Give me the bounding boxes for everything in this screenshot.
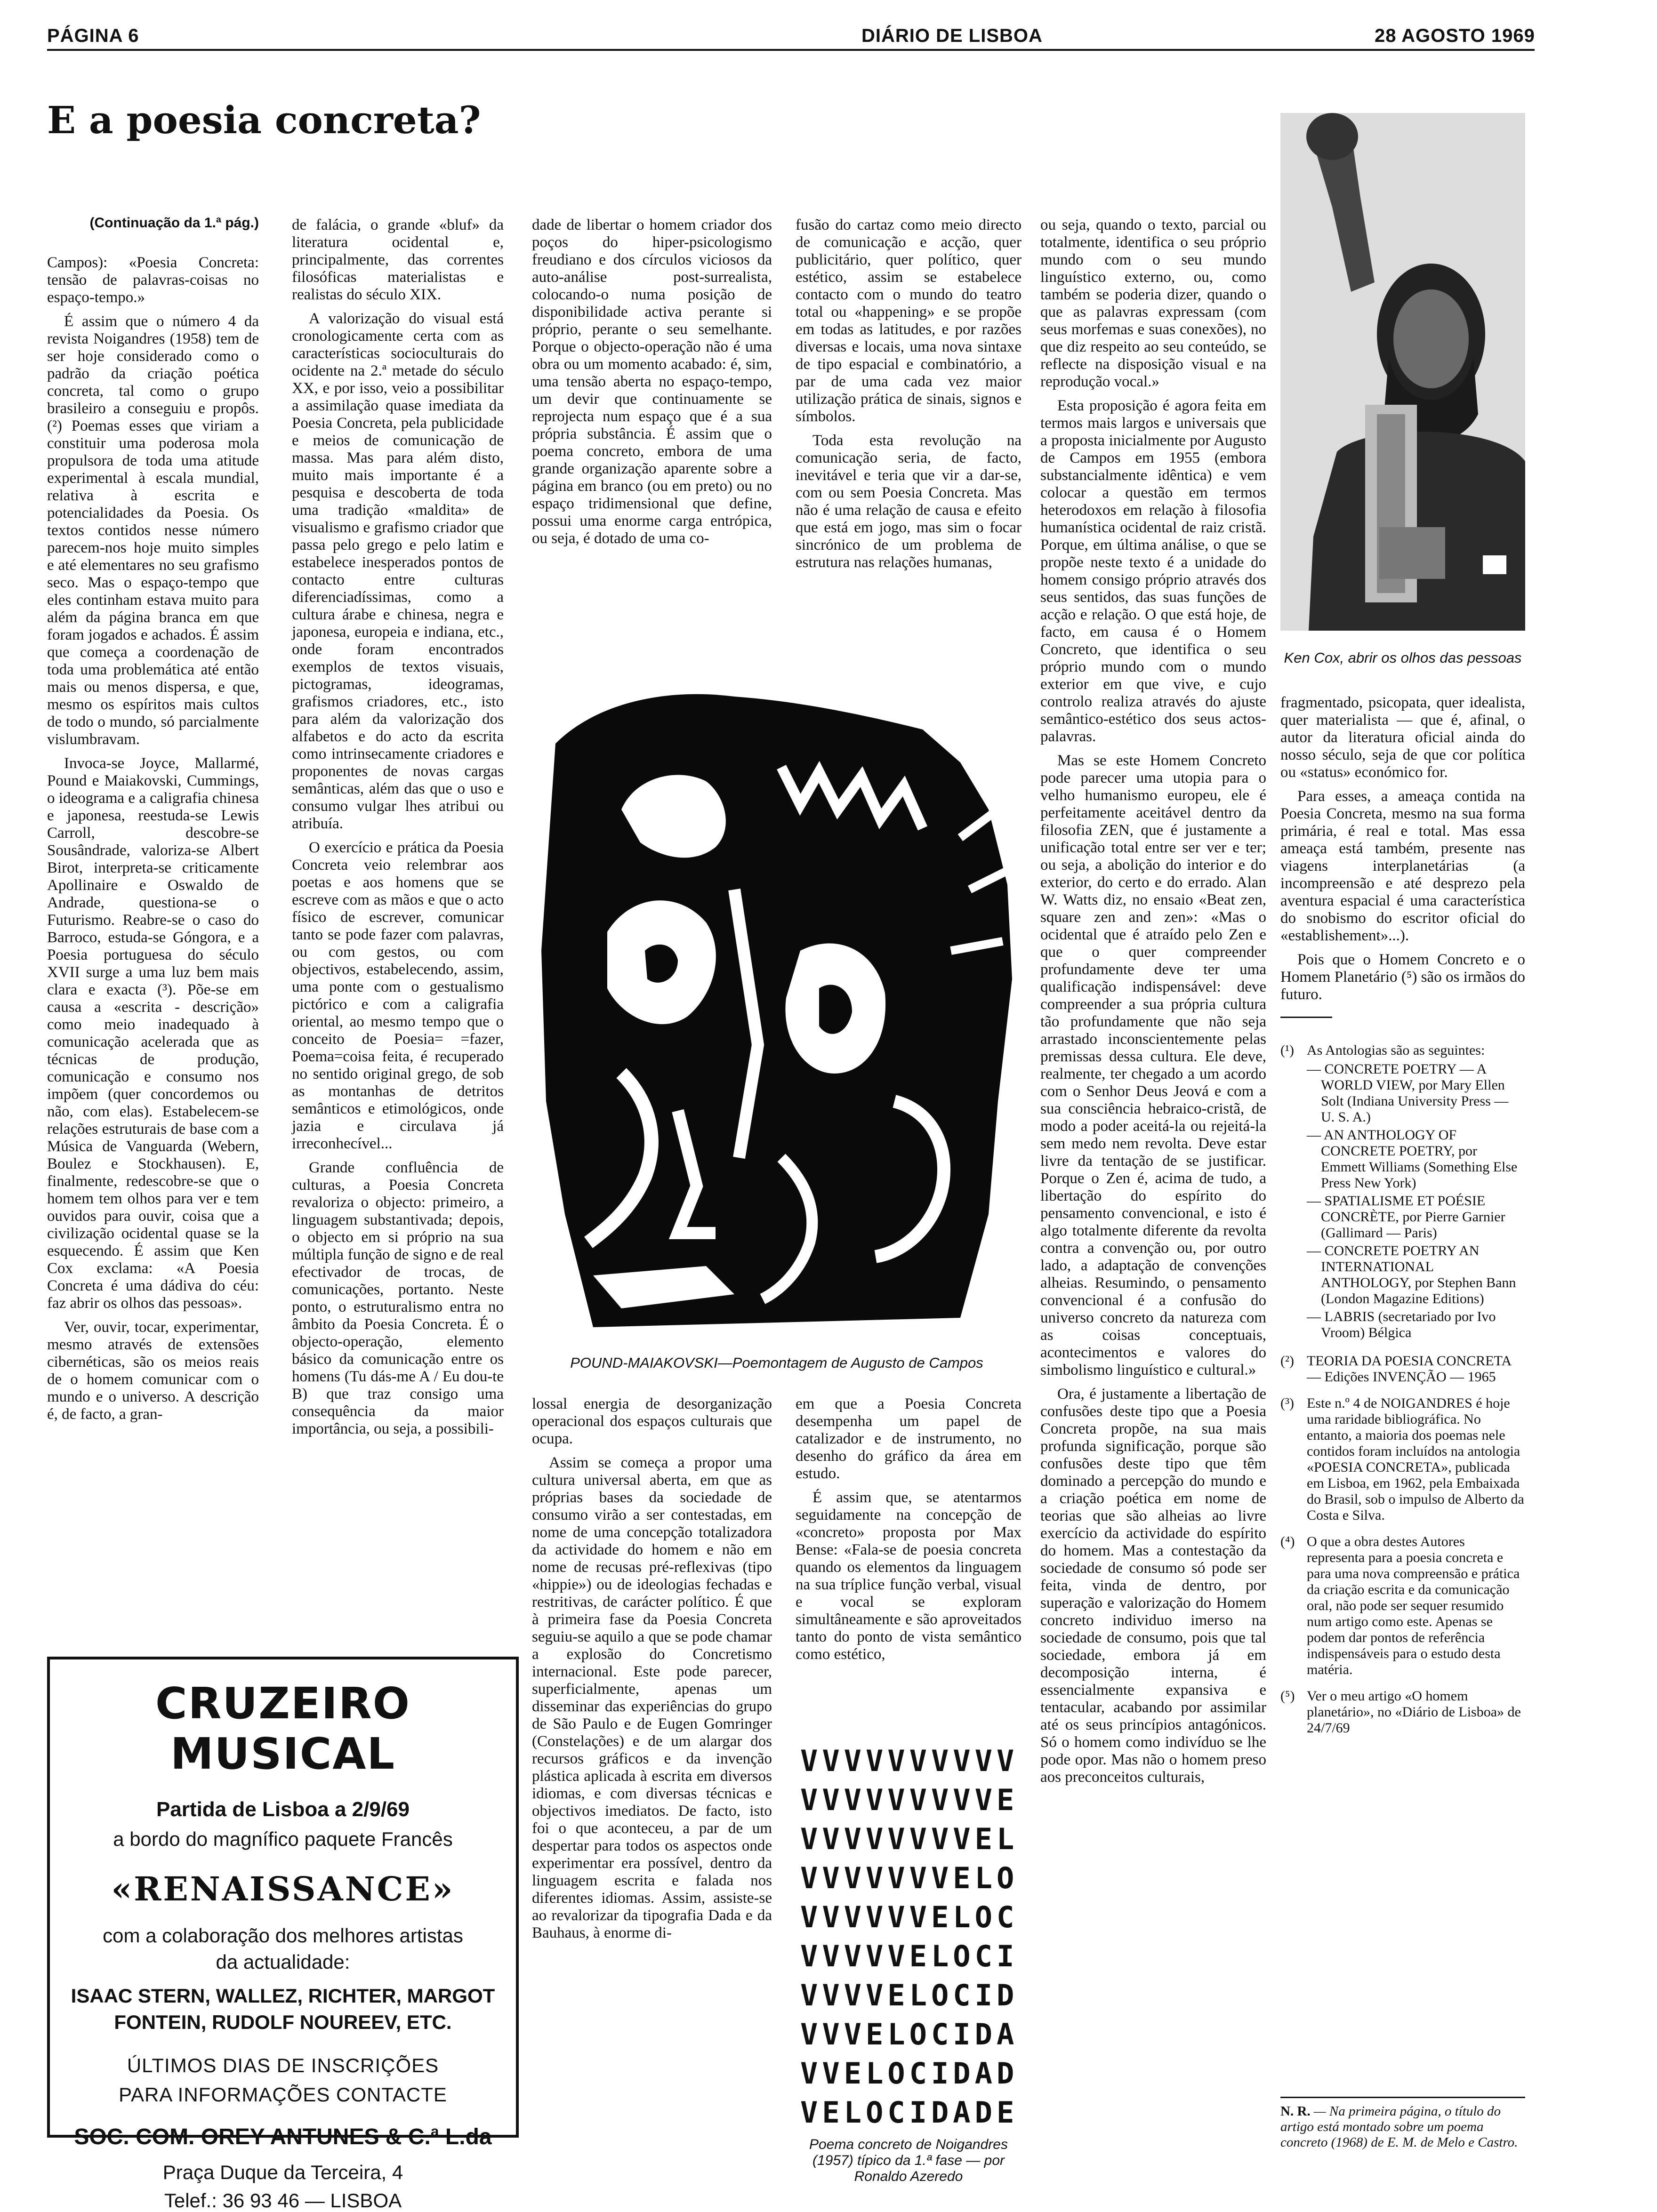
ad-artists-1: ISAAC STERN, WALLEZ, RICHTER, MARGOT — [71, 1985, 495, 2007]
paragraph: A valorização do visual está cronologicamente certa com as características socioculturais do ocidente na 2.ª metade do século XX, e por isso, veio a possibilitar a assimilação quase imediata da Poesia Concreta, pela publicidade e meios de comunicação de massa. Mas para além disto, muito mais importante é a pesquisa e descoberta de toda uma tradição «maldita» de visualismo e grafismo criador que passa pelo grego e pelo latim e estabelece inesperados pontos de contacto entre culturas diferenciadíssimas, como a cultura árabe e chinesa, negra e japonesa, europeia e indiana, etc., onde foram encontrados exemplos de textos visuais, pictogramas, ideogramas, grafismos criadores, etc., isto para além da valorização dos alfabetos e do acto da escrita como intrinsecamente criadores e proponentes de novas cargas semânticas, além das que o uso e consumo vulgar lhes atribui ou atribuía. — [292, 310, 504, 832]
list-item: — AN ANTHOLOGY OF CONCRETE POETRY, por Emmett Williams (Something Else Press New York) — [1307, 1127, 1518, 1191]
list-item: — CONCRETE POETRY — A WORLD VIEW, por Mary Ellen Solt (Indiana University Press — U. S. A.) — [1307, 1061, 1509, 1125]
paragraph: Para esses, a ameaça contida na Poesia Concreta, mesmo na sua forma primária, é real e total. Mas essa ameaça está também, presente nas viagens interplanetárias (a incompreensão e até desprezo pela aventura espacial é uma característica do snobismo do escritor oficial do «establishement»...). — [1280, 788, 1525, 944]
paragraph: Campos): «Poesia Concreta: tensão de palavras-coisas no espaço-tempo.» — [47, 254, 259, 306]
ad-title: CRUZEIRO MUSICAL — [155, 1678, 410, 1779]
poem-line: VVVVVELOCI — [800, 1939, 1019, 1973]
paragraph: Ora, é justamente a libertação de confusões deste tipo que a Poesia Concreta propõe, na sua mais profunda significação, porque são confusões deste tipo que têm dominado a percepção do mundo e a criação poética em nome de teorias que são alheias ao livre exercício da actividade do espírito do homem. Mas a contestação da sociedade de consumo só pode ser feita, vinda de dentro, por superação e valorização do Homem concreto individuo imerso na sociedade de consumo, pois que tal sociedade, embora já em decomposição interna, é essencialmente expansiva e tentacular, acabando por assimilar até os seus princípios antagónicos. Só o homem como indivíduo se lhe pode opor. Mas não o homem preso aos preconceitos culturais, — [1040, 1386, 1266, 1786]
paragraph: lossal energia de desorganização operacional dos espaços culturais que ocupa. — [532, 1395, 772, 1447]
footnote-2 — [1280, 1353, 1525, 1385]
footnote-3 — [1280, 1395, 1525, 1523]
paragraph: Assim se começa a propor uma cultura universal aberta, em que as próprias bases da sociedade de consumo virão a ser contestadas, em nome de uma concepção totalizadora da actividade do homem e não em nome de recusas pré-reflexivas (tipo «hippie») ou de ideologias fechadas e restritivas, de carácter político. É que à primeira fase da Poesia Concreta seguiu-se aquilo a que se pode chamar a explosão do Concretismo internacional. Este pode parecer, superficialmente, apenas um disseminar das experiências do grupo de São Paulo e de Eugen Gomringer (Constelações) e de um alargar dos recursos gráficos e da invenção plástica aplicada à escrita em diversos idiomas, e com diversas técnicas e objectivos imediatos. De facto, isto foi o que aconteceu, a par de um despertar para todos os aspectos onde experimentar era possível, dentro da linguagem escrita e falada nos diferentes idiomas. Assim, assiste-se ao revalorizar da tipografia Dada e da Bauhaus, à enorme di- — [532, 1454, 772, 1941]
ad-last-days: ÚLTIMOS DIAS DE INSCRIÇÕES — [127, 2054, 439, 2076]
article-column-3-top — [532, 216, 772, 554]
ad-collaboration: com a colaboração dos melhores artistas — [103, 1924, 463, 1947]
article-column-1 — [47, 214, 259, 1430]
notes-rule — [1280, 1017, 1332, 1018]
article-column-6 — [1280, 694, 1525, 1010]
editor-note — [1280, 2104, 1525, 2150]
paragraph: de falácia, o grande «bluf» da literatura ocidental e, principalmente, das correntes filosóficas materialistas e realistas do século XIX. — [292, 216, 504, 303]
footnote-text: O que a obra destes Autores representa para a poesia concreta e para uma nova compreensão e prática da criação escrita e da comunicação oral, não pode ser sequer resumido num artigo como este. Apenas se podem dar pontos de referência indispensáveis para o estudo desta matéria. — [1307, 1534, 1520, 1677]
paragraph: Pois que o Homem Concreto e o Homem Planetário (⁵) são os irmãos do futuro. — [1280, 951, 1525, 1003]
footnote-1 — [1280, 1042, 1525, 1343]
paragraph: Mas se este Homem Concreto pode parecer uma utopia para o velho humanismo europeu, ele é perfeitamente aceitável dentro da filosofia ZEN, que é justamente a unificação total entre ser ver e ter; ou seja, a abolição do interior e do exterior, do certo e do errado. Alan W. Watts diz, no ensaio «Beat zen, square zen and zen»: «Mas o ocidental que é atraído pelo Zen e que o quer compreender profundamente deve ter uma qualificação indispensável: deve compreender a sua própria cultura tão profundamente que não seja arrastado inconscientemente pelas premissas dessa cultura. Ele deve, realmente, ter chegado a um acordo com o Senhor Deus Jeová e com a sua consciência hebraico-cristã, de modo a poder aceitá-la ou rejeitá-la sem medo nem revolta. Deve estar livre da tentação de se justificar. Porque o Zen é, acima de tudo, a libertação do espírito do pensamento convencional, e isto é algo totalmente diferente da revolta contra a convenção ou, por outro lado, a adaptação de convenções alheias. Resumindo, o pensamento convencional é a confusão do universo concreto da natureza com as coisas conceptuais, acontecimentos e valores do simbolismo linguístico e cultural.» — [1040, 752, 1266, 1378]
footnote-4 — [1280, 1534, 1525, 1678]
footnote-number: (⁵) — [1280, 1688, 1295, 1704]
article-column-3-bottom — [532, 1395, 772, 1948]
paragraph: É assim que o número 4 da revista Noigandres (1958) tem de ser hoje considerado como o padrão da criação poética concreta, tal como o grupo brasileiro a conseguiu e propôs. (²) Poemas esses que viriam a constituir uma poderosa mola propulsora de toda uma atitude experimental à escala mundial, relativa à escrita e potencialidades da Poesia. Os textos contidos nesse número parecem-nos hoje muito simples e até elementares no seu grafismo seco. Mas o espaço-tempo que eles continham estava muito para além da página branca em que foram jogados e achados. É assim que começa a coordenação de toda uma problemática até então mais ou menos dispersa, e que, mesmo os espíritos mais cultos de todo o mundo, só parcialmente vislumbravam. — [47, 313, 259, 748]
paragraph: dade de libertar o homem criador dos poços do hiper-psicologismo freudiano e dos círculos viciosos da auto-análise post-surrealista, colocando-o numa posição de disponibilidade activa perante si próprio, perante o seu semelhante. Porque o objecto-operação não é uma obra ou um momento acabado: é, sim, uma tensão aberta no espaço-tempo, um devir que continuamente se reprojecta num espaço que é a sua própria substância. É assim que o poema concreto, embora de uma grande organização aparente sobre a página em branco (ou em preto) ou no espaço tridimensional que define, possui uma enorme carga entrópica, ou seja, é dotado de uma co- — [532, 216, 772, 547]
footnote-number: (²) — [1280, 1353, 1294, 1369]
newspaper-name: DIÁRIO DE LISBOA — [861, 25, 1043, 46]
poemontage-graphic — [537, 687, 1022, 1346]
editor-note-text: — Na primeira página, o título do artigo está montado sobre um poema concreto (1968) de E. M. de Melo e Castro. — [1280, 2104, 1518, 2150]
article-column-4-top — [796, 216, 1022, 578]
ad-departure: Partida de Lisboa a 2/9/69 — [156, 1798, 410, 1821]
paragraph: Invoca-se Joyce, Mallarmé, Pound e Maiakovski, Cummings, o ideograma e a caligrafia chinesa e japonesa, reestuda-se Lewis Carroll, descobre-se Sousândrade, valoriza-se Albert Birot, interpreta-se criticamente Apollinaire e Oswaldo de Andrade, questiona-se o Futurismo. Reabre-se o caso do Barroco, estuda-se Góngora, e a Poesia portuguesa do século XVII surge a uma luz bem mais clara e exacta (³). Põe-se em causa a «escrita - descrição» como meio inadequado à comunicação acelerada que as técnicas de produção, comunicação e consumo nos impõem (quer concordemos ou não, com elas). Estabelecem-se relações estruturais de base com a Música de Vanguarda (Webern, Boulez e Stockhausen). E, finalmente, redescobre-se que o homem tem olhos para ver e tem ouvidos para ouvir, coisa que a civilização ocidental quase se la esquecendo. É assim que Ken Cox exclama: «A Poesia Concreta é uma dádiva do céu: faz abrir os olhos das pessoas». — [47, 755, 259, 1312]
velocidade-caption: Poema concreto de Noigandres (1957) típico da 1.ª fase — por Ronaldo Azeredo — [809, 2137, 1008, 2184]
editor-note-label: N. R. — [1280, 2104, 1311, 2119]
pound-maiakovski-poemontage — [537, 687, 1022, 1346]
poem-line: VVVVELOCID — [800, 1978, 1019, 2012]
list-item: — SPATIALISME ET POÉSIE CONCRÈTE, por Pierre Garnier (Gallimard — Paris) — [1307, 1193, 1505, 1241]
continuation-note: (Continuação da 1.ª pág.) — [89, 215, 259, 231]
article-column-4-bottom — [796, 1395, 1022, 1670]
footnote-text: TEORIA DA POESIA CONCRETA — Edições INVENÇÃO — 1965 — [1307, 1353, 1511, 1385]
footnote-text: As Antologias são as seguintes: — [1307, 1042, 1485, 1058]
velocidade-concrete-poem — [800, 1741, 1022, 2132]
ad-ship-intro: a bordo do magnífico paquete Francês — [113, 1828, 453, 1850]
ad-info: PARA INFORMAÇÕES CONTACTE — [119, 2084, 447, 2106]
ad-company: SOC. COM. OREY ANTUNES & C.ª L.da — [74, 2124, 492, 2149]
article-column-2 — [292, 216, 504, 1444]
paragraph: em que a Poesia Concreta desempenha um papel de catalizador e de instrumento, no desenho do gráfico da área em estudo. — [796, 1395, 1022, 1482]
ad-artists-2: FONTEIN, RUDOLF NOUREEV, ETC. — [114, 2011, 452, 2033]
ad-address: Praça Duque da Terceira, 4 — [162, 2161, 403, 2183]
paragraph: Ver, ouvir, tocar, experimentar, mesmo através de extensões cibernéticas, são os meios reais de o homem comunicar com o mundo e o universo. A descrição é, de facto, a gran- — [47, 1319, 259, 1423]
poem-line: VVVELOCIDA — [800, 2017, 1019, 2052]
footnote-number: (⁴) — [1280, 1534, 1295, 1549]
footnotes — [1280, 1042, 1525, 1747]
footnote-text: Ver o meu artigo «O homem planetário», no «Diário de Lisboa» de 24/7/69 — [1307, 1688, 1521, 1736]
photo-caption: Ken Cox, abrir os olhos das pessoas — [1284, 649, 1522, 666]
paragraph: fusão do cartaz como meio directo de comunicação e acção, quer publicitário, quer político, quer estético, assim se estabelece contacto com o mundo do teatro total ou «happening» e se propõe em todas as latitudes, e por razões diversas e locais, uma nova sintaxe de tipo espacial e combinatório, a par de uma cada vez maior utilização prática de sinais, signos e símbolos. — [796, 216, 1022, 425]
anthology-list — [1307, 1061, 1525, 1341]
poem-line: VVVVVVVELO — [800, 1861, 1019, 1895]
poemontage-caption: POUND-MAIAKOVSKI—Poemontagem de Augusto de Campos — [570, 1354, 983, 1371]
poem-line: VELOCIDADE — [800, 2095, 1019, 2130]
footnote-number: (³) — [1280, 1395, 1294, 1411]
editor-note-rule — [1280, 2097, 1525, 2098]
cruzeiro-musical-ad — [47, 1657, 519, 2212]
list-item: — LABRIS (secretariado por Ivo Vroom) Bélgica — [1307, 1309, 1496, 1340]
ad-actuality: da actualidade: — [216, 1951, 350, 1973]
paragraph: fragmentado, psicopata, quer idealista, quer materialista — que é, afinal, o autor da literatura oficial ainda do nosso século, seja de que cor política ou «status» económico for. — [1280, 694, 1525, 781]
poem-line: VVVVVVELOC — [800, 1900, 1019, 1934]
article-title: E a poesia concreta? — [47, 98, 481, 142]
page-number: PÁGINA 6 — [47, 25, 139, 46]
footnote-number: (¹) — [1280, 1042, 1294, 1058]
article-column-5 — [1040, 216, 1266, 1793]
poem-line: VVVVVVVVVE — [800, 1783, 1019, 1817]
footnote-5 — [1280, 1688, 1525, 1736]
poem-line: VVVVVVVVVV — [800, 1744, 1019, 1778]
ken-cox-portrait — [1280, 113, 1525, 631]
paragraph: Toda esta revolução na comunicação seria, de facto, inevitável e teria que vir a dar-se, com ou sem Poesia Concreta. Mas não é uma relação de causa e efeito que está em jogo, mas sim o focar sincrónico de um problema de estrutura nas relações humanas, — [796, 432, 1022, 571]
ken-cox-photo — [1280, 113, 1525, 631]
poem-line: VVELOCIDAD — [800, 2056, 1019, 2091]
ad-ship-name: «RENAISSANCE» — [111, 1869, 455, 1908]
list-item: — CONCRETE POETRY AN INTERNATIONAL ANTHOLOGY, por Stephen Bann (London Magazine Editions) — [1307, 1243, 1516, 1306]
paragraph: Grande confluência de culturas, a Poesia Concreta revaloriza o objecto: primeiro, a linguagem substantivada; depois, o objecto em si próprio na sua múltipla função de signo e de real efectivador de trocas, de comunicações, portanto. Neste ponto, o estruturalismo entra no âmbito da Poesia Concreta. É o objecto-operação, elemento básico da comunicação entre os homens (Tu dás-me A / Eu dou-te B) que traz consigo uma consequência da maior importância, ou seja, a possibili- — [292, 1159, 504, 1437]
issue-date: 28 AGOSTO 1969 — [1375, 25, 1535, 46]
paragraph: Esta proposição é agora feita em termos mais largos e universais que a proposta inicialmente por Augusto de Campos em 1955 (embora substancialmente idêntica) e vem colocar a questão em termos heterodoxos em relação à filosofia humanística ocidental de raiz cristã. Porque, em última análise, o que se propõe neste texto é a unidade do homem consigo próprio através dos seus sentidos, das suas funções de acção e relação. O que está hoje, de facto, em causa é o Homem Concreto, que identifica o seu próprio mundo com o mundo exterior em que vive, e cujo controlo realiza através do ajuste semântico-estético dos seus actos-palavras. — [1040, 397, 1266, 745]
paragraph: O exercício e prática da Poesia Concreta veio relembrar aos poetas e aos homens que se escreve com as mãos e que o acto físico de escrever, comunicar tanto se pode fazer com palavras, ou com gestos, ou com objectivos, estabelecendo, assim, uma ponte com o gestualismo pictórico e com a caligrafia oriental, ao mesmo tempo que o conceito de Poesia= =fazer, Poema=coisa feita, é recuperado no sentido original grego, de sob as montanhas de detritos semânticos e etimológicos, onde jazia e circulava já irreconhecível... — [292, 839, 504, 1152]
ad-phone: Telef.: 36 93 46 — LISBOA — [164, 2189, 402, 2212]
paragraph: É assim que, se atentarmos seguidamente na concepção de «concreto» proposta por Max Bense: «Fala-se de poesia concreta quando os elementos da linguagem na sua tríplice função verbal, visual e vocal se exploram simultâneamente e são aproveitados tanto do ponto de vista semântico como estético, — [796, 1489, 1022, 1663]
paragraph: ou seja, quando o texto, parcial ou totalmente, identifica o seu próprio mundo com o seu mundo linguístico externo, ou, como também se poderia dizer, quando o que as palavras expressam (com seus morfemas e suas conexões), no que diz respeito ao seu conteúdo, se reflecte na disposição visual e na reprodução vocal.» — [1040, 216, 1266, 390]
header-rule — [47, 49, 1535, 51]
footnote-text: Este n.º 4 de NOIGANDRES é hoje uma raridade bibliográfica. No entanto, a maioria dos poemas nele contidos foram incluídos na antologia «POESIA CONCRETA», publicada em Lisboa, em 1962, pela Embaixada do Brasil, sob o impulso de Alberto da Costa e Silva. — [1307, 1395, 1524, 1523]
poem-line: VVVVVVVVEL — [800, 1822, 1019, 1856]
